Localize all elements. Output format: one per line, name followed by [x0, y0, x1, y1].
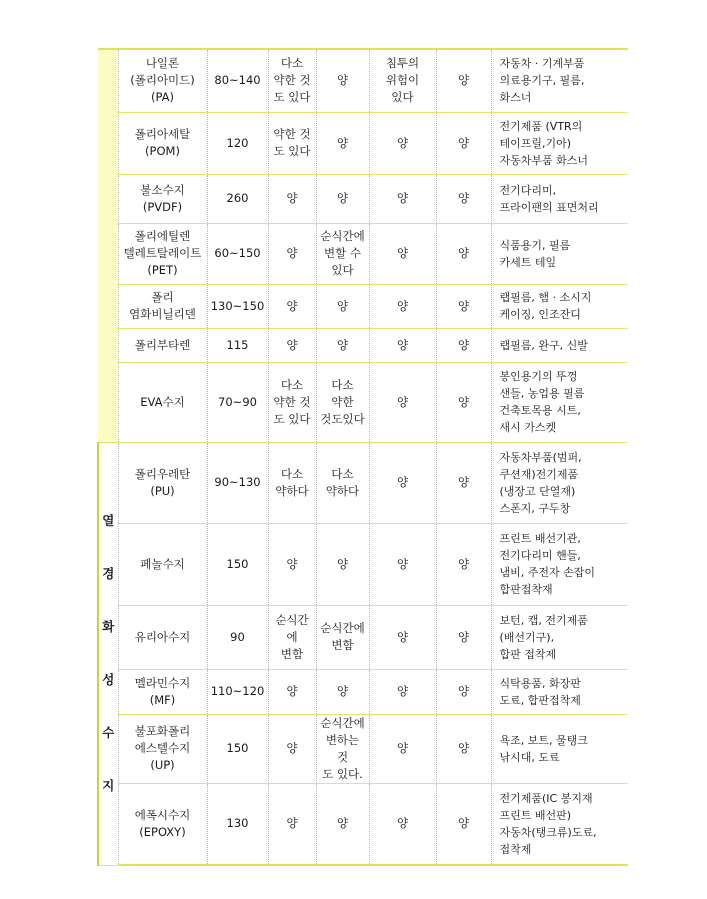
property-3: 양 — [369, 223, 436, 284]
property-1: 순식간에 변함 — [268, 605, 316, 669]
resin-name: 폴리아세탈 (POM) — [118, 112, 207, 174]
resin-name: 페놀수지 — [118, 523, 207, 605]
resin-name: 유리아수지 — [118, 605, 207, 669]
usage: 전기다리미, 프라이팬의 표면처리 — [491, 174, 628, 223]
property-1: 양 — [268, 714, 316, 783]
table-row — [98, 328, 628, 362]
property-3: 양 — [369, 362, 436, 442]
table-row — [98, 284, 628, 328]
resin-name: 나일론 (폴리아미드) (PA) — [118, 49, 207, 112]
property-2: 순식간에 변하는 것 도 있다. — [316, 714, 369, 783]
usage: 랩필름, 완구, 신발 — [491, 328, 628, 362]
category-letter: 화 — [102, 619, 115, 634]
table-row — [98, 442, 628, 523]
property-2: 양 — [316, 669, 369, 714]
property-4: 양 — [436, 523, 491, 605]
property-1: 약한 것 도 있다 — [268, 112, 316, 174]
table-row — [98, 783, 628, 865]
category-letter: 수 — [102, 725, 115, 740]
category-letter: 성 — [102, 672, 115, 687]
heat-temp: 260 — [207, 174, 268, 223]
property-4: 양 — [436, 783, 491, 865]
property-2: 순식간에 변함 — [316, 605, 369, 669]
table-row — [98, 605, 628, 669]
property-4: 양 — [436, 669, 491, 714]
property-4: 양 — [436, 174, 491, 223]
table-row — [98, 714, 628, 783]
table-row — [98, 49, 628, 112]
usage: 랩필름, 햄 · 소시지 케이징, 인조잔디 — [491, 284, 628, 328]
usage: 전기제품 (VTR의 테이프릴,기아) 자동차부품 화스너 — [491, 112, 628, 174]
property-1: 양 — [268, 669, 316, 714]
property-3: 양 — [369, 442, 436, 523]
category-letter: 열 — [102, 513, 115, 528]
property-2: 양 — [316, 112, 369, 174]
property-4: 양 — [436, 714, 491, 783]
property-3: 양 — [369, 669, 436, 714]
property-3: 침투의 위험이 있다 — [369, 49, 436, 112]
resin-name: 폴리에틸렌 텔레트탈레이트 (PET) — [118, 223, 207, 284]
property-2: 양 — [316, 523, 369, 605]
property-2: 양 — [316, 328, 369, 362]
usage: 식품용기, 필름 카세트 테잎 — [491, 223, 628, 284]
property-1: 다소 약하다 — [268, 442, 316, 523]
resin-name: 멜라민수지 (MF) — [118, 669, 207, 714]
heat-temp: 90~130 — [207, 442, 268, 523]
category-letter: 경 — [102, 566, 115, 581]
table-row — [98, 523, 628, 605]
property-4: 양 — [436, 112, 491, 174]
property-1: 양 — [268, 328, 316, 362]
heat-temp: 90 — [207, 605, 268, 669]
property-4: 양 — [436, 605, 491, 669]
heat-temp: 80~140 — [207, 49, 268, 112]
property-3: 양 — [369, 112, 436, 174]
resin-name: 폴리우레탄 (PU) — [118, 442, 207, 523]
property-3: 양 — [369, 605, 436, 669]
property-1: 양 — [268, 783, 316, 865]
thermoset-category-cell — [98, 442, 118, 865]
property-3: 양 — [369, 328, 436, 362]
property-1: 다소 약한 것 도 있다 — [268, 362, 316, 442]
property-1: 양 — [268, 284, 316, 328]
property-2: 양 — [316, 49, 369, 112]
heat-temp: 110~120 — [207, 669, 268, 714]
table-row — [98, 223, 628, 284]
table-row — [98, 112, 628, 174]
table-row — [98, 174, 628, 223]
property-4: 양 — [436, 362, 491, 442]
property-3: 양 — [369, 174, 436, 223]
resin-name: 폴리부타렌 — [118, 328, 207, 362]
resin-name: 불포화폴리 에스텔수지 (UP) — [118, 714, 207, 783]
property-2: 다소 약하다 — [316, 442, 369, 523]
property-1: 양 — [268, 223, 316, 284]
table-body — [98, 49, 628, 865]
table-row — [98, 362, 628, 442]
heat-temp: 120 — [207, 112, 268, 174]
property-3: 양 — [369, 523, 436, 605]
category-letter: 지 — [102, 778, 115, 793]
usage: 자동차부품(범퍼, 쿠션재)전기제품 (냉장고 단열재) 스폰지, 구두창 — [491, 442, 628, 523]
thermoplastic-category-cell — [98, 49, 118, 442]
heat-temp: 115 — [207, 328, 268, 362]
property-2: 순식간에 변할 수 있다 — [316, 223, 369, 284]
heat-temp: 60~150 — [207, 223, 268, 284]
property-1: 다소 약한 것 도 있다 — [268, 49, 316, 112]
heat-temp: 70~90 — [207, 362, 268, 442]
usage: 보턴, 캡, 전기제품 (배선기구), 합판 접착제 — [491, 605, 628, 669]
property-2: 다소 약한 것도있다 — [316, 362, 369, 442]
property-4: 양 — [436, 284, 491, 328]
property-3: 양 — [369, 783, 436, 865]
heat-temp: 130 — [207, 783, 268, 865]
property-4: 양 — [436, 328, 491, 362]
usage: 욕조, 보트, 물탱크 낚시대, 도료 — [491, 714, 628, 783]
property-1: 양 — [268, 523, 316, 605]
resin-name: EVA수지 — [118, 362, 207, 442]
property-4: 양 — [436, 442, 491, 523]
heat-temp: 130~150 — [207, 284, 268, 328]
usage: 자동차 · 기계부품 의료용기구, 필름, 화스너 — [491, 49, 628, 112]
usage: 전기제품(IC 봉지재 프린트 배선판) 자동차(탱크류)도료, 접착제 — [491, 783, 628, 865]
resin-name: 폴리 염화비닐리덴 — [118, 284, 207, 328]
property-2: 양 — [316, 174, 369, 223]
usage: 식탁용품, 화장판 도료, 합판접착제 — [491, 669, 628, 714]
usage: 프린트 배선기관, 전기다리미 핸들, 냄비, 주전자 손잡이 합판접착재 — [491, 523, 628, 605]
plastics-property-table — [97, 48, 628, 866]
table-row — [98, 669, 628, 714]
heat-temp: 150 — [207, 523, 268, 605]
property-2: 양 — [316, 284, 369, 328]
property-1: 양 — [268, 174, 316, 223]
property-3: 양 — [369, 284, 436, 328]
resin-name: 에폭시수지 (EPOXY) — [118, 783, 207, 865]
usage: 봉인용기의 뚜껑 샌들, 농업용 필름 건축토목용 시트, 새시 가스켓 — [491, 362, 628, 442]
property-3: 양 — [369, 714, 436, 783]
resin-name: 불소수지 (PVDF) — [118, 174, 207, 223]
property-2: 양 — [316, 783, 369, 865]
property-4: 양 — [436, 49, 491, 112]
heat-temp: 150 — [207, 714, 268, 783]
property-4: 양 — [436, 223, 491, 284]
